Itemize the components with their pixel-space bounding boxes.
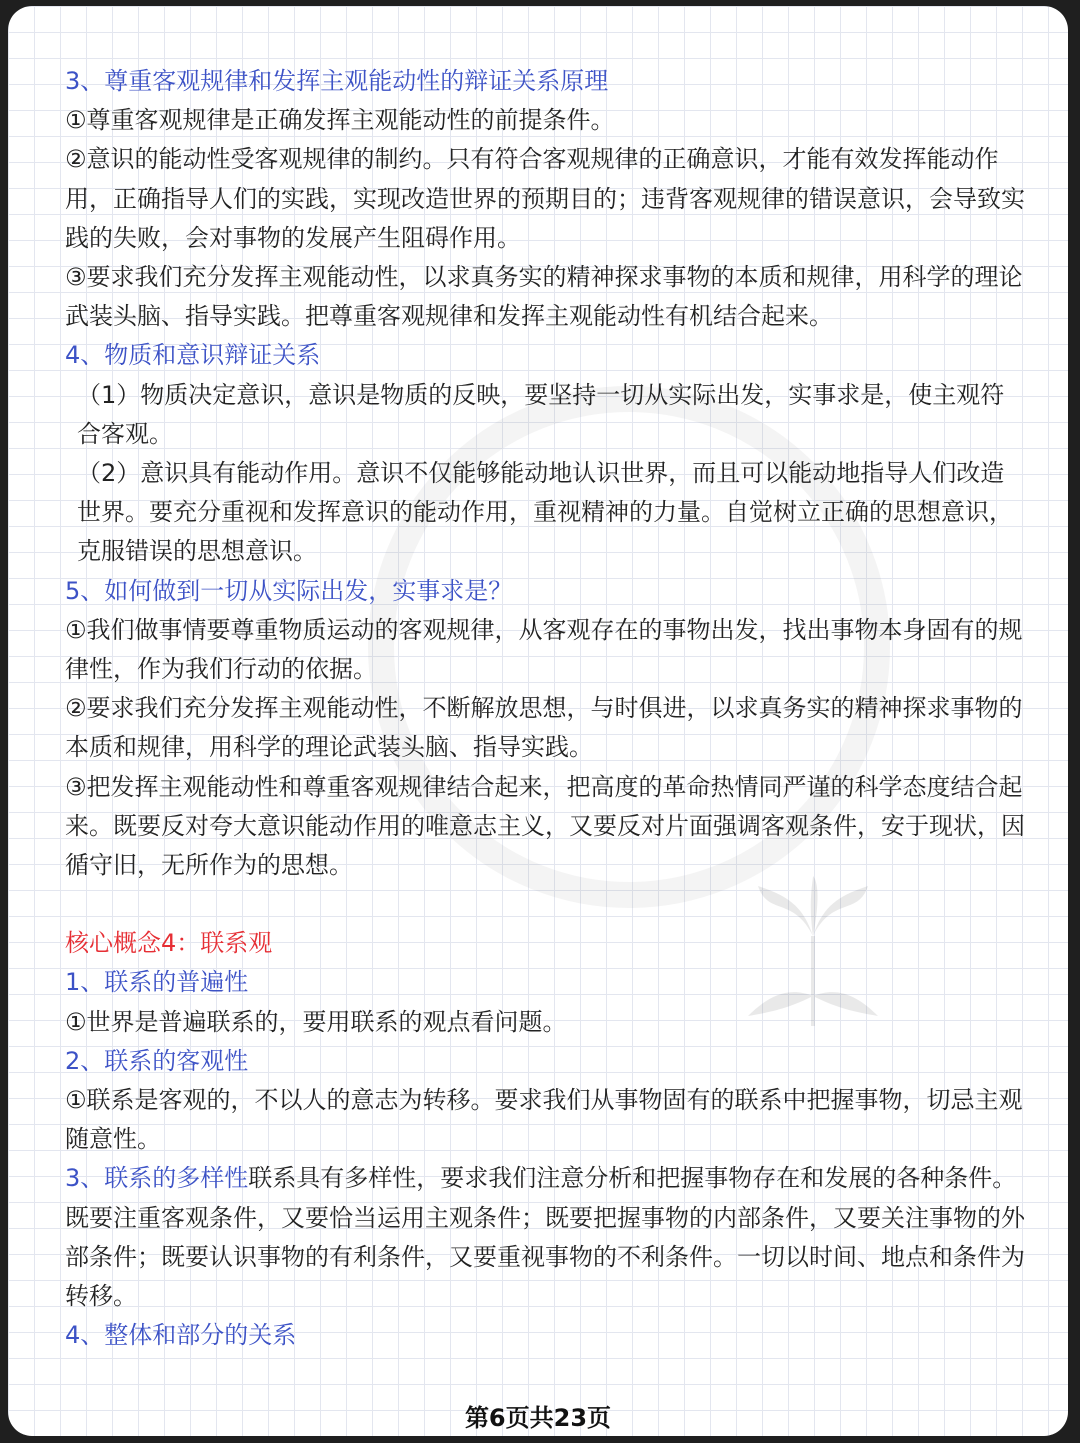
section-heading: 2、联系的客观性 — [65, 1046, 249, 1075]
section-heading: 5、如何做到一切从实际出发，实事求是？ — [65, 576, 513, 605]
paragraph: （2）意识具有能动作用。意识不仅能够能动地认识世界，而且可以能动地指导人们改造世界。要充分重视和发挥意识的能动作用，重视精神的力量。自觉树立正确的思想意识，克服错误的思想意识。 — [77, 459, 1013, 566]
paragraph: ①世界是普遍联系的，要用联系的观点看问题。 — [65, 1007, 567, 1036]
section-heading: 4、物质和意识辩证关系 — [65, 341, 321, 370]
paragraph: ②意识的能动性受客观规律的制约。只有符合客观规律的正确意识，才能有效发挥能动作用，正确指导人们的实践，实现改造世界的预期目的；违背客观规律的错误意识，会导致实践的失败，会对事物的发展产生阻碍作用。 — [65, 145, 1025, 252]
paragraph-text: 联系具有多样性，要求我们注意分析和把握事物存在和发展的各种条件。既要注重客观条件，又要恰当运用主观条件；既要把握事物的内部条件，又要关注事物的外部条件；既要认识事物的有利条件，又要重视事物的不利条件。一切以时间、地点和条件为转移。 — [65, 1164, 1025, 1311]
section-heading: 3、尊重客观规律和发挥主观能动性的辩证关系原理 — [65, 67, 609, 95]
inline-heading: 3、联系的多样性 — [65, 1164, 249, 1193]
note-page — [8, 6, 1068, 1436]
paragraph: ②要求我们充分发挥主观能动性，不断解放思想，与时俱进，以求真务实的精神探求事物的本质和规律，用科学的理论武装头脑、指导实践。 — [65, 694, 1023, 762]
section-heading: 4、整体和部分的关系 — [65, 1321, 297, 1350]
core-concept-title: 核心概念4：联系观 — [65, 929, 273, 958]
paragraph: ①联系是客观的，不以人的意志为转移。要求我们从事物固有的联系中把握事物，切忌主观随意性。 — [65, 1086, 1023, 1154]
paragraph-with-heading — [65, 1159, 1025, 1316]
paragraph: ①我们做事情要尊重物质运动的客观规律，从客观存在的事物出发，找出事物本身固有的规律性，作为我们行动的依据。 — [65, 615, 1023, 684]
paragraph: ③要求我们充分发挥主观能动性，以求真务实的精神探求事物的本质和规律，用科学的理论武装头脑、指导实践。把尊重客观规律和发挥主观能动性有机结合起来。 — [65, 263, 1023, 331]
paragraph: ③把发挥主观能动性和尊重客观规律结合起来，把高度的革命热情同严谨的科学态度结合起来。既要反对夸大意识能动作用的唯意志主义，又要反对片面强调客观条件，安于现状，因循守旧，无所作为的思想。 — [65, 772, 1025, 880]
section-spacer — [65, 885, 1025, 924]
paragraph: ①尊重客观规律是正确发挥主观能动性的前提条件。 — [65, 106, 615, 135]
note-content — [65, 62, 1025, 1356]
paragraph: （1）物质决定意识，意识是物质的反映，要坚持一切从实际出发，实事求是，使主观符合客观。 — [77, 380, 1005, 448]
page-number: 第6页共23页 — [464, 1404, 612, 1432]
section-heading: 1、联系的普遍性 — [65, 968, 249, 997]
